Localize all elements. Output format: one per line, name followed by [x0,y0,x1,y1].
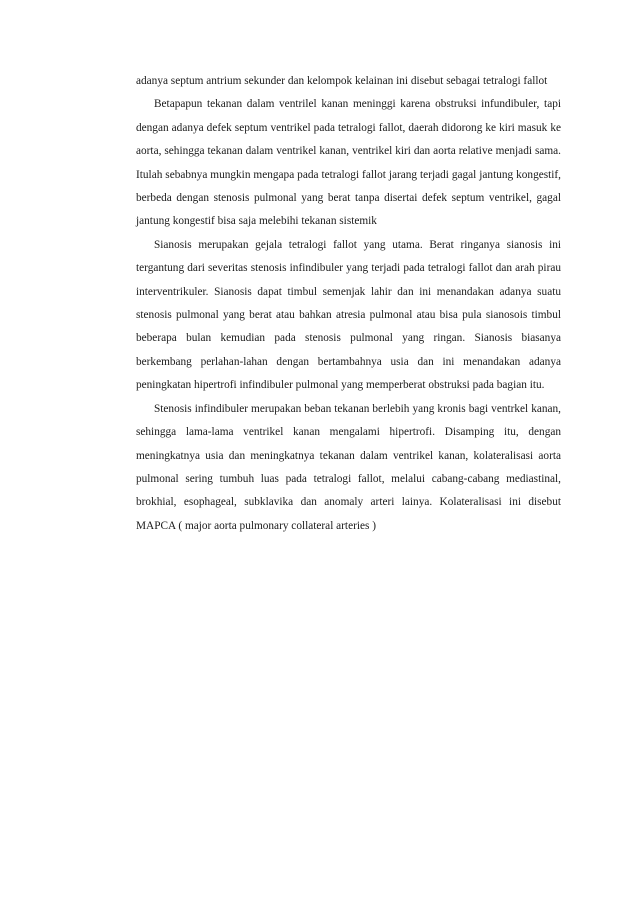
paragraph-4: Stenosis infindibuler merupakan beban tekanan berlebih yang kronis bagi ventrkel kanan, sehingga lama-lama ventrikel kanan mengalami hipertrofi. Disamping itu, dengan meningkatnya usia dan meningkatnya tekanan dalam ventrikel kanan, kolateralisasi aorta pulmonal sering tumbuh luas pada tetralogi fallot, melalui cabang-cabang mediastinal, brokhial, esophageal, subklavika dan anomaly arteri lainya. Kolateralisasi ini disebut MAPCA ( major aorta pulmonary collateral arteries ) [136,402,561,532]
paragraph-3: Sianosis merupakan gejala tetralogi fallot yang utama. Berat ringanya sianosis ini tergantung dari severitas stenosis infindibuler yang terjadi pada tetralogi fallot dan arah pirau interventrikuler. Sianosis dapat timbul semenjak lahir dan ini menandakan adanya suatu stenosis pulmonal yang berat atau bahkan atresia pulmonal atau bisa pula sianosois timbul beberapa bulan kemudian pada stenosis pulmonal yang ringan. Sianosis biasanya berkembang perlahan-lahan dengan bertambahnya usia dan ini menandakan adanya peningkatan hipertrofi infindibuler pulmonal yang memperberat obstruksi pada bagian itu. [136,238,561,392]
paragraph-1: adanya septum antrium sekunder dan kelompok kelainan ini disebut sebagai tetralogi fallot [136,75,548,87]
paragraph-2: Betapapun tekanan dalam ventrilel kanan meninggi karena obstruksi infundibuler, tapi dengan adanya defek septum ventrikel pada tetralogi fallot, daerah didorong ke kiri masuk ke aorta, sehingga tekanan dalam ventrikel kanan, ventrikel kiri dan aorta relative menjadi sama. Itulah sebabnya mungkin mengapa pada tetralogi fallot jarang terjadi gagal jantung kongestif, berbeda dengan stenosis pulmonal yang berat tanpa disertai defek septum ventrikel, gagal jantung kongestif bisa saja melebihi tekanan sistemik [136,98,561,228]
document-page [136,70,561,538]
